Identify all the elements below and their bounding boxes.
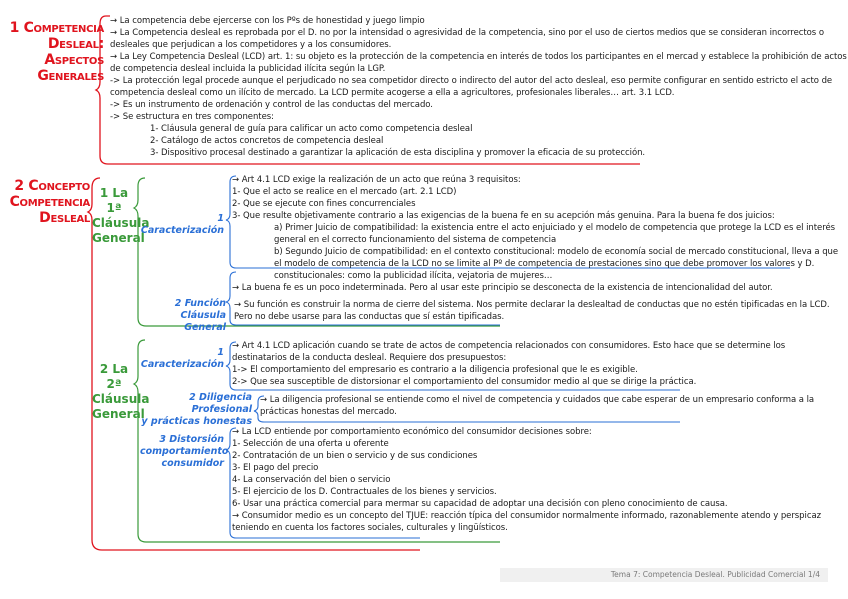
s22x-line: → Consumidor medio es un concepto del TJUE: reacción típica del consumidor normalmente informado, razonablemente atendo y perspicaz — [232, 511, 822, 521]
sub1-label-line: Cláusula — [92, 216, 150, 230]
s1-line: de competencia desleal incluida la publicidad ilícita según la LGP. — [110, 64, 386, 74]
sub2-distorsion-label — [140, 434, 229, 470]
sub1-fun-label-line: General — [184, 322, 226, 333]
s21c-line: el modelo de competencia de la LCD no se limite al Pº de competencia de prestaciones sino que debe promover los valores y D. — [274, 259, 815, 269]
s22x-line: → La LCD entiende por comportamiento económico del consumidor decisiones sobre: — [232, 427, 592, 437]
s21f-line: → Su función es construir la norma de cierre del sistema. Nos permite declarar la deslealtad de conductas que no estén tipificadas en la LCD. — [234, 300, 830, 310]
section2-heading-line: Desleal — [39, 210, 90, 226]
s22x-line: 6- Usar una práctica comercial para mermar su capacidad de adoptar una decisión con pleno conocimiento de causa. — [232, 499, 728, 509]
section1-heading — [4, 20, 104, 84]
sub1-label-line: General — [92, 231, 145, 245]
s21c-line: constitucionales: como la publicidad ilícita, vejatoria de mujeres… — [274, 271, 553, 281]
s21c-line: → La buena fe es un poco indeterminada. Pero al usar este principio se desconecta de la existencia de intencionalidad del autor. — [232, 283, 773, 293]
s22c-line: 1-> El comportamiento del empresario es contrario a la diligencia profesional que le es exigible. — [232, 365, 638, 375]
sub1-car-label-line: 1 Caracterización — [140, 213, 224, 236]
sub2-car-label-line: 1 Caracterización — [140, 347, 224, 370]
s21c-line: general en el correcto funcionamiento del sistema de competencia — [274, 235, 557, 245]
section1-heading-line: Desleal: — [47, 36, 104, 52]
s21c-line: a) Primer Juicio de compatibilidad: la existencia entre el acto enjuiciado y el modelo de competencia que protege la LCD es el interés — [274, 223, 836, 233]
s21c-line: 1- Que el acto se realice en el mercado (art. 2.1 LCD) — [232, 187, 457, 197]
s1-line: → La Ley Competencia Desleal (LCD) art. 1: su objeto es la protección de la competencia en interés de todos los participantes en el mercad y establece la prohibición de actos — [110, 52, 847, 62]
sub2-label-line: General — [92, 407, 145, 421]
s22x-line: 5- El ejercicio de los D. Contractuales de los bienes y servicios. — [232, 487, 497, 497]
sub2-label-line: Cláusula — [92, 392, 150, 406]
s21c-line: 3- Que resulte objetivamente contrario a las exigencias de la buena fe en su acepción más genuina. Para la buena fe dos juicios: — [232, 211, 775, 221]
s1-line: -> Es un instrumento de ordenación y control de las conductas del mercado. — [110, 100, 433, 110]
s22c-line: destinatarios de la conducta desleal. Requiere dos presupuestos: — [232, 353, 507, 363]
s21c-line: → Art 4.1 LCD exige la realización de un acto que reúna 3 requisitos: — [232, 175, 521, 185]
section2-heading-line: Competencia — [9, 194, 90, 210]
s1-line: competencia desleal como un ilícito de mercado. La LCD permite acogerse a ella a agricultores, profesionales liberales… art. 3.1 LCD. — [110, 88, 675, 98]
s22x-line: 2- Contratación de un bien o servicio y de sus condiciones — [232, 451, 478, 461]
sub2-dis-label-line: consumidor — [161, 458, 224, 469]
s1-line: -> Se estructura en tres componentes: — [110, 112, 274, 122]
s22d-line: → La diligencia profesional se entiende como el nivel de competencia y cuidados que cabe esperar de un empresario conforma a la — [260, 395, 815, 405]
section2-heading — [4, 178, 90, 226]
sub2-diligencia-label — [140, 392, 252, 428]
s22c-line: 2-> Que sea susceptible de distorsionar el comportamiento del consumidor medio al que se dirige la práctica. — [232, 377, 697, 387]
s1-line: 2- Catálogo de actos concretos de competencia desleal — [150, 136, 384, 146]
sub1-label-line: 1 La 1ª — [99, 186, 129, 215]
section1-heading-line: Aspectos — [44, 52, 104, 68]
sub1-fun-label-line: 2 Función Cláusula — [174, 298, 226, 321]
s1-line: 3- Dispositivo procesal destinado a garantizar la aplicación de esta disciplina y promover la eficacia de su protección. — [150, 148, 646, 158]
sub2-dil-label-line: 2 Diligencia Profesional — [189, 392, 252, 415]
s1-line: desleales que perjudican a los competidores y a los consumidores. — [110, 40, 392, 50]
page-footer — [500, 568, 828, 582]
s22d-line: prácticas honestas del mercado. — [260, 407, 397, 417]
sub1-label — [92, 186, 150, 246]
footer-text: Tema 7: Competencia Desleal. Publicidad Comercial 1/4 — [610, 570, 820, 579]
sub2-dis-label-line: comportamiento — [140, 446, 229, 457]
s21f-line: Pero no debe usarse para las conductas que sí están tipificadas. — [234, 312, 505, 322]
s21c-line: 2- Que se ejecute con fines concurrenciales — [232, 199, 416, 209]
section1-heading-line: Generales — [37, 68, 104, 84]
sub2-label — [92, 362, 150, 422]
s22x-line: 1- Selección de una oferta u oferente — [232, 439, 389, 449]
s1-line: -> La protección legal procede aunque el perjudicado no sea competidor directo o indirecto del autor del acto desleal, eso permite configurar en sentido estricto el acto de — [110, 76, 833, 86]
s22c-line: → Art 4.1 LCD aplicación cuando se trate de actos de competencia relacionados con consumidores. Esto hace que se determine los — [232, 341, 786, 351]
section1-heading-line: 1 Competencia — [9, 20, 104, 36]
s1-line: → La Competencia desleal es reprobada por el D. no por la intensidad o agresividad de la competencia, sino por el uso de ciertos medios que se consideran incorrectos o — [110, 28, 824, 38]
sub1-funcion-label — [140, 298, 226, 334]
sub1-caracterizacion-label — [140, 213, 224, 237]
s1-line: → La competencia debe ejercerse con los Pºs de honestidad y juego limpio — [110, 16, 425, 26]
sub2-dil-label-line: y prácticas honestas — [141, 416, 252, 427]
s22x-line: teniendo en cuenta los factores sociales, culturales y lingüísticos. — [232, 523, 508, 533]
s1-line: 1- Cláusula general de guía para calificar un acto como competencia desleal — [150, 124, 473, 134]
s22x-line: 4- La conservación del bien o servicio — [232, 475, 391, 485]
sub2-dis-label-line: 3 Distorsión — [159, 434, 224, 445]
section2-heading-line: 2 Concepto — [14, 178, 90, 194]
s22x-line: 3- El pago del precio — [232, 463, 319, 473]
sub2-label-line: 2 La 2ª — [99, 362, 129, 391]
s21c-line: b) Segundo Juicio de compatibilidad: en el contexto constitucional: modelo de economía social de mercado constitucional, lleva a que — [274, 247, 839, 257]
sub2-caracterizacion-label — [140, 347, 224, 371]
